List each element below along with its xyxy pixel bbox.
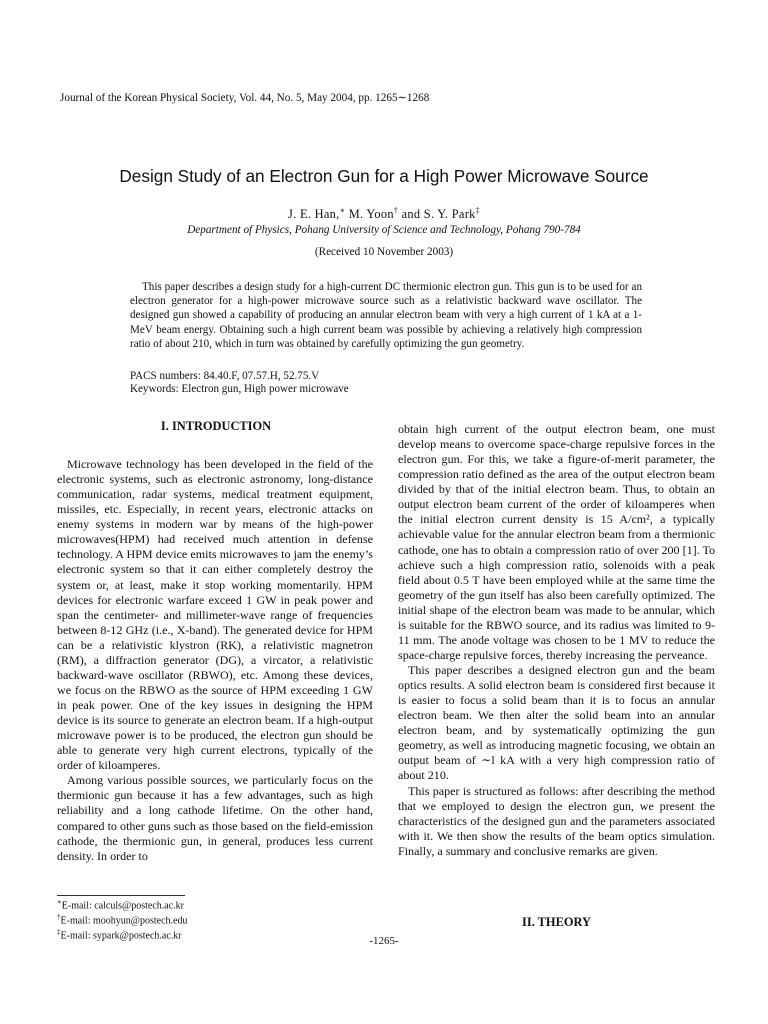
journal-citation: Journal of the Korean Physical Society, Vol. 44, No. 5, May 2004, pp. 1265∼1268 bbox=[60, 92, 430, 104]
footnote-mark-3: ‡ bbox=[57, 928, 61, 937]
footnote-text-2: E-mail: moohyun@postech.edu bbox=[60, 915, 188, 927]
author-mark-1: ∗ bbox=[339, 206, 346, 215]
page-number: -1265- bbox=[369, 935, 399, 947]
footnote-text-1: E-mail: calculs@postech.ac.kr bbox=[61, 900, 184, 912]
footnote-text-3: E-mail: sypark@postech.ac.kr bbox=[60, 930, 182, 942]
paper-title: Design Study of an Electron Gun for a High Power Microwave Source bbox=[119, 166, 649, 186]
author-list bbox=[0, 206, 768, 222]
abstract: This paper describes a design study for a high-current DC thermionic electron gun. This gun is to be used for an electron generator for a high-power microwave source such as a relativistic backward wave oscillator. The designed gun showed a capability of producing an annular electron beam with very a high current of 1 kA at a 1-MeV beam energy. Obtaining such a high current beam was possible by achieving a relatively high compression ratio of about 210, which in turn was obtained by carefully optimizing the gun geometry. bbox=[130, 281, 642, 350]
intro-paragraph-2: Among various possible sources, we particularly focus on the thermionic gun because it has a few advantages, such as high reliability and a long cathode lifetime. On the other hand, compared to other guns such as those based on the field-emission cathode, the thermionic gun, in general, produces less current density. In order to bbox=[57, 773, 373, 863]
intro-paragraph-4: This paper describes a designed electron gun and the beam optics results. A solid electron beam is considered first because it is easier to focus a solid beam than it is to focus an annular electron beam. We then alter the solid beam into an annular electron beam, and by systematically optimizing the gun geometry, as well as introducing magnetic focusing, we obtain an output beam of ∼l kA with a very high compression ratio of about 210. bbox=[398, 663, 715, 783]
intro-paragraph-5: This paper is structured as follows: after describing the method that we employed to design the electron gun, we present the characteristics of the designed gun and the parameters associated with it. We then show the results of the beam optics simulation. Finally, a summary and conclusive remarks are given. bbox=[398, 783, 715, 858]
author-han: J. E. Han, bbox=[288, 207, 340, 222]
section-heading-theory: II. THEORY bbox=[522, 915, 591, 929]
intro-paragraph-3: obtain high current of the output electron beam, one must develop means to overcome space-charge repulsive forces in the electron gun. For this, we take a figure-of-merit parameter, the compression ratio defined as the area of the output electron beam divided by that of the initial electron beam. Thus, to obtain an output electron beam current of the order of kiloamperes when the initial electron current density is 15 A/cm², a typically achievable value for the annular electron beam from a thermionic cathode, one has to obtain a compression ratio of over 200 [1]. To achieve such a high compression ratio, solenoids with a peak field about 0.5 T have been employed while at the same time the geometry of the gun itself has also been carefully optimized. The initial shape of the electron beam was made to be annular, which is suitable for the RBWO source, and its radius was limited to 9-11 mm. The anode voltage was chosen to be 1 MV to reduce the space-charge repulsive forces, thereby increasing the perveance. bbox=[398, 422, 715, 662]
footnote-rule bbox=[57, 895, 185, 896]
footnote-2 bbox=[57, 912, 187, 927]
footnote-mark-2: † bbox=[57, 913, 61, 922]
footnote-1 bbox=[57, 897, 187, 912]
keywords: Keywords: Electron gun, High power microwave bbox=[130, 383, 349, 395]
received-date: (Received 10 November 2003) bbox=[314, 246, 454, 258]
left-column bbox=[57, 457, 373, 864]
pacs-numbers: PACS numbers: 84.40.F, 07.57.H, 52.75.V bbox=[130, 370, 320, 382]
author-mark-3: ‡ bbox=[475, 206, 480, 215]
right-column bbox=[398, 422, 715, 859]
author-park: and S. Y. Park bbox=[398, 207, 476, 222]
section-heading-introduction: I. INTRODUCTION bbox=[160, 419, 272, 433]
author-yoon: M. Yoon bbox=[345, 207, 394, 222]
affiliation: Department of Physics, Pohang University of Science and Technology, Pohang 790-784 bbox=[187, 224, 581, 236]
author-mark-2: † bbox=[393, 206, 399, 215]
footnote-mark-1: ∗ bbox=[57, 898, 62, 906]
intro-paragraph-1: Microwave technology has been developed in the field of the electronic systems, such as electronic astronomy, long-distance communication, radar systems, medical treatment equipment, missiles, etc. Especially, in recent years, electronic attacks on enemy systems in modern war by means of the high-power microwaves(HPM) had received much attention in defense technology. A HPM device emits microwaves to jam the enemy’s electronic system so that it can either completely destroy the system or, at least, make it stop working momentarily. HPM devices for electronic warfare exceed 1 GW in peak power and span the centimeter- and millimeter-wave range of frequencies between 8-12 GHz (i.e., X-band). The generated device for HPM can be a relativistic klystron (RK), a relativistic magnetron (RM), a diffraction generator (DG), a vircator, a relativistic backward-wave oscillator (RBWO), etc. Among these devices, we focus on the RBWO as the source of HPM exceeding 1 GW in peak power. One of the key issues in designing the HPM device is its source to generate an electron beam. If a high-output microwave power is to be produced, the electron gun should be able to generate very high current electrons, typically of the order of kiloamperes. bbox=[57, 457, 373, 773]
